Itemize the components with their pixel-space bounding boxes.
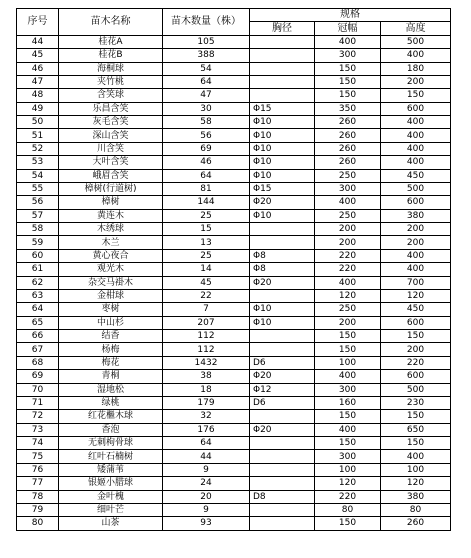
cell-dbh: Φ10 bbox=[250, 209, 315, 222]
cell-crown: 220 bbox=[315, 263, 381, 276]
cell-dbh: Φ10 bbox=[250, 169, 315, 182]
cell-crown: 150 bbox=[315, 75, 381, 88]
cell-name: 山茶 bbox=[59, 517, 163, 530]
cell-no: 50 bbox=[17, 116, 59, 129]
cell-crown: 150 bbox=[315, 89, 381, 102]
table-row bbox=[17, 303, 451, 316]
cell-no: 71 bbox=[17, 396, 59, 409]
cell-quantity: 1432 bbox=[163, 356, 250, 369]
cell-dbh bbox=[250, 35, 315, 48]
cell-name: 乐昌含笑 bbox=[59, 102, 163, 115]
table-row bbox=[17, 102, 451, 115]
cell-crown: 220 bbox=[315, 249, 381, 262]
cell-dbh: Φ10 bbox=[250, 129, 315, 142]
cell-crown: 100 bbox=[315, 463, 381, 476]
cell-no: 53 bbox=[17, 156, 59, 169]
table-row bbox=[17, 129, 451, 142]
cell-height: 180 bbox=[381, 62, 451, 75]
cell-crown: 80 bbox=[315, 503, 381, 516]
cell-quantity: 25 bbox=[163, 209, 250, 222]
table-row bbox=[17, 89, 451, 102]
cell-dbh: Φ20 bbox=[250, 196, 315, 209]
cell-quantity: 45 bbox=[163, 276, 250, 289]
table-row bbox=[17, 343, 451, 356]
cell-height: 600 bbox=[381, 102, 451, 115]
cell-quantity: 144 bbox=[163, 196, 250, 209]
cell-height: 500 bbox=[381, 35, 451, 48]
cell-quantity: 176 bbox=[163, 423, 250, 436]
cell-quantity: 22 bbox=[163, 289, 250, 302]
header-name: 苗木名称 bbox=[59, 9, 163, 36]
cell-quantity: 56 bbox=[163, 129, 250, 142]
cell-dbh: Φ8 bbox=[250, 249, 315, 262]
header-row-top bbox=[17, 9, 451, 22]
cell-dbh bbox=[250, 62, 315, 75]
cell-name: 夹竹桃 bbox=[59, 75, 163, 88]
table-row bbox=[17, 116, 451, 129]
cell-quantity: 25 bbox=[163, 249, 250, 262]
cell-no: 72 bbox=[17, 410, 59, 423]
table-row bbox=[17, 423, 451, 436]
cell-name: 灰毛含笑 bbox=[59, 116, 163, 129]
cell-name: 无刺枸骨球 bbox=[59, 437, 163, 450]
cell-height: 220 bbox=[381, 356, 451, 369]
cell-no: 62 bbox=[17, 276, 59, 289]
cell-dbh bbox=[250, 517, 315, 530]
cell-crown: 400 bbox=[315, 35, 381, 48]
cell-height: 200 bbox=[381, 343, 451, 356]
table-body bbox=[17, 35, 451, 530]
cell-name: 樟树 bbox=[59, 196, 163, 209]
table-row bbox=[17, 503, 451, 516]
cell-no: 79 bbox=[17, 503, 59, 516]
cell-quantity: 7 bbox=[163, 303, 250, 316]
table-row bbox=[17, 289, 451, 302]
cell-no: 48 bbox=[17, 89, 59, 102]
table-row bbox=[17, 463, 451, 476]
table-row bbox=[17, 62, 451, 75]
cell-quantity: 112 bbox=[163, 330, 250, 343]
cell-name: 桂花A bbox=[59, 35, 163, 48]
cell-crown: 150 bbox=[315, 330, 381, 343]
cell-height: 450 bbox=[381, 169, 451, 182]
cell-crown: 150 bbox=[315, 517, 381, 530]
table-row bbox=[17, 330, 451, 343]
cell-name: 海桐球 bbox=[59, 62, 163, 75]
cell-dbh: Φ10 bbox=[250, 116, 315, 129]
cell-crown: 120 bbox=[315, 289, 381, 302]
cell-no: 73 bbox=[17, 423, 59, 436]
cell-height: 120 bbox=[381, 289, 451, 302]
cell-name: 金柑球 bbox=[59, 289, 163, 302]
cell-no: 54 bbox=[17, 169, 59, 182]
cell-crown: 220 bbox=[315, 490, 381, 503]
cell-name: 红花檵木球 bbox=[59, 410, 163, 423]
cell-no: 49 bbox=[17, 102, 59, 115]
cell-crown: 150 bbox=[315, 410, 381, 423]
cell-quantity: 13 bbox=[163, 236, 250, 249]
table-row bbox=[17, 249, 451, 262]
cell-no: 77 bbox=[17, 477, 59, 490]
cell-height: 400 bbox=[381, 142, 451, 155]
cell-height: 400 bbox=[381, 156, 451, 169]
cell-name: 青桐 bbox=[59, 370, 163, 383]
cell-dbh: Φ10 bbox=[250, 316, 315, 329]
cell-no: 63 bbox=[17, 289, 59, 302]
cell-height: 80 bbox=[381, 503, 451, 516]
cell-name: 黄心夜合 bbox=[59, 249, 163, 262]
cell-name: 银姬小腊球 bbox=[59, 477, 163, 490]
cell-dbh bbox=[250, 410, 315, 423]
cell-name: 湿地松 bbox=[59, 383, 163, 396]
cell-quantity: 64 bbox=[163, 437, 250, 450]
cell-height: 400 bbox=[381, 263, 451, 276]
cell-height: 230 bbox=[381, 396, 451, 409]
cell-crown: 260 bbox=[315, 116, 381, 129]
cell-no: 55 bbox=[17, 182, 59, 195]
cell-height: 200 bbox=[381, 75, 451, 88]
cell-no: 58 bbox=[17, 223, 59, 236]
cell-no: 74 bbox=[17, 437, 59, 450]
cell-name: 结香 bbox=[59, 330, 163, 343]
cell-name: 矮蒲苇 bbox=[59, 463, 163, 476]
cell-crown: 400 bbox=[315, 370, 381, 383]
cell-quantity: 47 bbox=[163, 89, 250, 102]
cell-dbh bbox=[250, 75, 315, 88]
table-row bbox=[17, 156, 451, 169]
cell-no: 78 bbox=[17, 490, 59, 503]
cell-name: 枣树 bbox=[59, 303, 163, 316]
table-row bbox=[17, 263, 451, 276]
cell-no: 68 bbox=[17, 356, 59, 369]
table-row bbox=[17, 49, 451, 62]
cell-name: 峨眉含笑 bbox=[59, 169, 163, 182]
cell-no: 45 bbox=[17, 49, 59, 62]
table-header bbox=[17, 9, 451, 36]
cell-height: 150 bbox=[381, 410, 451, 423]
header-crown: 冠幅 bbox=[315, 22, 381, 35]
cell-crown: 100 bbox=[315, 356, 381, 369]
cell-dbh: Φ15 bbox=[250, 102, 315, 115]
cell-name: 含笑球 bbox=[59, 89, 163, 102]
table-row bbox=[17, 35, 451, 48]
cell-height: 600 bbox=[381, 316, 451, 329]
cell-height: 150 bbox=[381, 437, 451, 450]
cell-quantity: 112 bbox=[163, 343, 250, 356]
cell-quantity: 69 bbox=[163, 142, 250, 155]
cell-crown: 400 bbox=[315, 196, 381, 209]
cell-quantity: 24 bbox=[163, 477, 250, 490]
cell-quantity: 207 bbox=[163, 316, 250, 329]
cell-height: 400 bbox=[381, 129, 451, 142]
cell-dbh bbox=[250, 463, 315, 476]
cell-dbh bbox=[250, 49, 315, 62]
header-spec: 规格 bbox=[250, 9, 451, 22]
cell-no: 52 bbox=[17, 142, 59, 155]
table-row bbox=[17, 477, 451, 490]
cell-dbh bbox=[250, 450, 315, 463]
header-no: 序号 bbox=[17, 9, 59, 36]
cell-dbh bbox=[250, 223, 315, 236]
cell-height: 260 bbox=[381, 517, 451, 530]
cell-height: 450 bbox=[381, 303, 451, 316]
cell-dbh: Φ20 bbox=[250, 276, 315, 289]
cell-dbh: Φ10 bbox=[250, 156, 315, 169]
cell-dbh bbox=[250, 343, 315, 356]
cell-no: 75 bbox=[17, 450, 59, 463]
cell-quantity: 179 bbox=[163, 396, 250, 409]
cell-no: 51 bbox=[17, 129, 59, 142]
table-row bbox=[17, 383, 451, 396]
cell-height: 150 bbox=[381, 89, 451, 102]
cell-crown: 250 bbox=[315, 169, 381, 182]
cell-quantity: 18 bbox=[163, 383, 250, 396]
table-row bbox=[17, 75, 451, 88]
cell-quantity: 81 bbox=[163, 182, 250, 195]
cell-name: 杨梅 bbox=[59, 343, 163, 356]
cell-no: 46 bbox=[17, 62, 59, 75]
cell-name: 绿桃 bbox=[59, 396, 163, 409]
cell-no: 65 bbox=[17, 316, 59, 329]
cell-crown: 200 bbox=[315, 223, 381, 236]
cell-dbh: D8 bbox=[250, 490, 315, 503]
cell-quantity: 64 bbox=[163, 169, 250, 182]
cell-quantity: 44 bbox=[163, 450, 250, 463]
cell-quantity: 14 bbox=[163, 263, 250, 276]
cell-dbh: Φ15 bbox=[250, 182, 315, 195]
cell-no: 57 bbox=[17, 209, 59, 222]
header-dbh: 胸径 bbox=[250, 22, 315, 35]
cell-dbh bbox=[250, 503, 315, 516]
cell-crown: 150 bbox=[315, 62, 381, 75]
cell-dbh: Φ10 bbox=[250, 303, 315, 316]
cell-dbh bbox=[250, 330, 315, 343]
cell-name: 川含笑 bbox=[59, 142, 163, 155]
cell-name: 杂交马褂木 bbox=[59, 276, 163, 289]
cell-name: 香泡 bbox=[59, 423, 163, 436]
table-row bbox=[17, 236, 451, 249]
cell-dbh bbox=[250, 89, 315, 102]
cell-crown: 400 bbox=[315, 423, 381, 436]
cell-height: 400 bbox=[381, 249, 451, 262]
cell-quantity: 388 bbox=[163, 49, 250, 62]
cell-dbh: D6 bbox=[250, 396, 315, 409]
cell-no: 80 bbox=[17, 517, 59, 530]
table-row bbox=[17, 396, 451, 409]
table-row bbox=[17, 223, 451, 236]
cell-quantity: 30 bbox=[163, 102, 250, 115]
cell-height: 600 bbox=[381, 370, 451, 383]
cell-height: 200 bbox=[381, 223, 451, 236]
cell-name: 细叶芒 bbox=[59, 503, 163, 516]
table-row bbox=[17, 490, 451, 503]
cell-height: 500 bbox=[381, 383, 451, 396]
cell-dbh bbox=[250, 437, 315, 450]
cell-height: 600 bbox=[381, 196, 451, 209]
cell-height: 400 bbox=[381, 116, 451, 129]
table-row bbox=[17, 370, 451, 383]
cell-crown: 120 bbox=[315, 477, 381, 490]
cell-crown: 260 bbox=[315, 142, 381, 155]
cell-quantity: 105 bbox=[163, 35, 250, 48]
table-row bbox=[17, 209, 451, 222]
cell-dbh: Φ12 bbox=[250, 383, 315, 396]
table-row bbox=[17, 142, 451, 155]
cell-crown: 400 bbox=[315, 276, 381, 289]
table-row bbox=[17, 450, 451, 463]
cell-height: 120 bbox=[381, 477, 451, 490]
cell-crown: 300 bbox=[315, 49, 381, 62]
cell-crown: 160 bbox=[315, 396, 381, 409]
cell-name: 观光木 bbox=[59, 263, 163, 276]
table-row bbox=[17, 316, 451, 329]
cell-quantity: 15 bbox=[163, 223, 250, 236]
cell-name: 木兰 bbox=[59, 236, 163, 249]
cell-height: 500 bbox=[381, 182, 451, 195]
cell-crown: 150 bbox=[315, 437, 381, 450]
table-row bbox=[17, 356, 451, 369]
cell-height: 400 bbox=[381, 450, 451, 463]
cell-dbh: D6 bbox=[250, 356, 315, 369]
cell-no: 44 bbox=[17, 35, 59, 48]
cell-height: 200 bbox=[381, 236, 451, 249]
cell-name: 黄连木 bbox=[59, 209, 163, 222]
cell-name: 中山杉 bbox=[59, 316, 163, 329]
cell-crown: 260 bbox=[315, 129, 381, 142]
cell-no: 47 bbox=[17, 75, 59, 88]
cell-dbh bbox=[250, 477, 315, 490]
cell-dbh bbox=[250, 289, 315, 302]
cell-crown: 250 bbox=[315, 303, 381, 316]
cell-no: 66 bbox=[17, 330, 59, 343]
cell-dbh: Φ10 bbox=[250, 142, 315, 155]
cell-name: 樟树(行道树) bbox=[59, 182, 163, 195]
table-row bbox=[17, 182, 451, 195]
cell-name: 梅花 bbox=[59, 356, 163, 369]
cell-crown: 300 bbox=[315, 383, 381, 396]
nursery-stock-sheet bbox=[16, 8, 451, 531]
cell-height: 150 bbox=[381, 330, 451, 343]
cell-height: 700 bbox=[381, 276, 451, 289]
cell-dbh: Φ20 bbox=[250, 370, 315, 383]
table-row bbox=[17, 437, 451, 450]
cell-crown: 300 bbox=[315, 182, 381, 195]
cell-quantity: 38 bbox=[163, 370, 250, 383]
cell-crown: 300 bbox=[315, 450, 381, 463]
cell-name: 红叶石楠树 bbox=[59, 450, 163, 463]
cell-quantity: 46 bbox=[163, 156, 250, 169]
cell-no: 60 bbox=[17, 249, 59, 262]
cell-dbh bbox=[250, 236, 315, 249]
cell-no: 70 bbox=[17, 383, 59, 396]
cell-no: 61 bbox=[17, 263, 59, 276]
cell-crown: 350 bbox=[315, 102, 381, 115]
cell-name: 金叶槐 bbox=[59, 490, 163, 503]
cell-crown: 260 bbox=[315, 156, 381, 169]
cell-height: 100 bbox=[381, 463, 451, 476]
cell-quantity: 58 bbox=[163, 116, 250, 129]
cell-quantity: 20 bbox=[163, 490, 250, 503]
cell-no: 56 bbox=[17, 196, 59, 209]
cell-name: 桂花B bbox=[59, 49, 163, 62]
table-row bbox=[17, 196, 451, 209]
cell-dbh: Φ20 bbox=[250, 423, 315, 436]
cell-no: 69 bbox=[17, 370, 59, 383]
table-row bbox=[17, 410, 451, 423]
cell-crown: 250 bbox=[315, 209, 381, 222]
cell-height: 400 bbox=[381, 49, 451, 62]
cell-name: 深山含笑 bbox=[59, 129, 163, 142]
cell-quantity: 64 bbox=[163, 75, 250, 88]
cell-height: 380 bbox=[381, 490, 451, 503]
cell-crown: 200 bbox=[315, 236, 381, 249]
cell-height: 380 bbox=[381, 209, 451, 222]
cell-crown: 150 bbox=[315, 343, 381, 356]
cell-quantity: 54 bbox=[163, 62, 250, 75]
nursery-stock-table bbox=[16, 8, 451, 531]
cell-name: 大叶含笑 bbox=[59, 156, 163, 169]
cell-quantity: 32 bbox=[163, 410, 250, 423]
table-row bbox=[17, 517, 451, 530]
cell-no: 76 bbox=[17, 463, 59, 476]
cell-height: 650 bbox=[381, 423, 451, 436]
header-height: 高度 bbox=[381, 22, 451, 35]
table-row bbox=[17, 169, 451, 182]
cell-no: 64 bbox=[17, 303, 59, 316]
cell-name: 木绣球 bbox=[59, 223, 163, 236]
header-quantity: 苗木数量（株） bbox=[163, 9, 250, 36]
cell-crown: 200 bbox=[315, 316, 381, 329]
cell-quantity: 9 bbox=[163, 463, 250, 476]
cell-quantity: 9 bbox=[163, 503, 250, 516]
cell-dbh: Φ8 bbox=[250, 263, 315, 276]
cell-no: 59 bbox=[17, 236, 59, 249]
cell-quantity: 93 bbox=[163, 517, 250, 530]
table-row bbox=[17, 276, 451, 289]
cell-no: 67 bbox=[17, 343, 59, 356]
